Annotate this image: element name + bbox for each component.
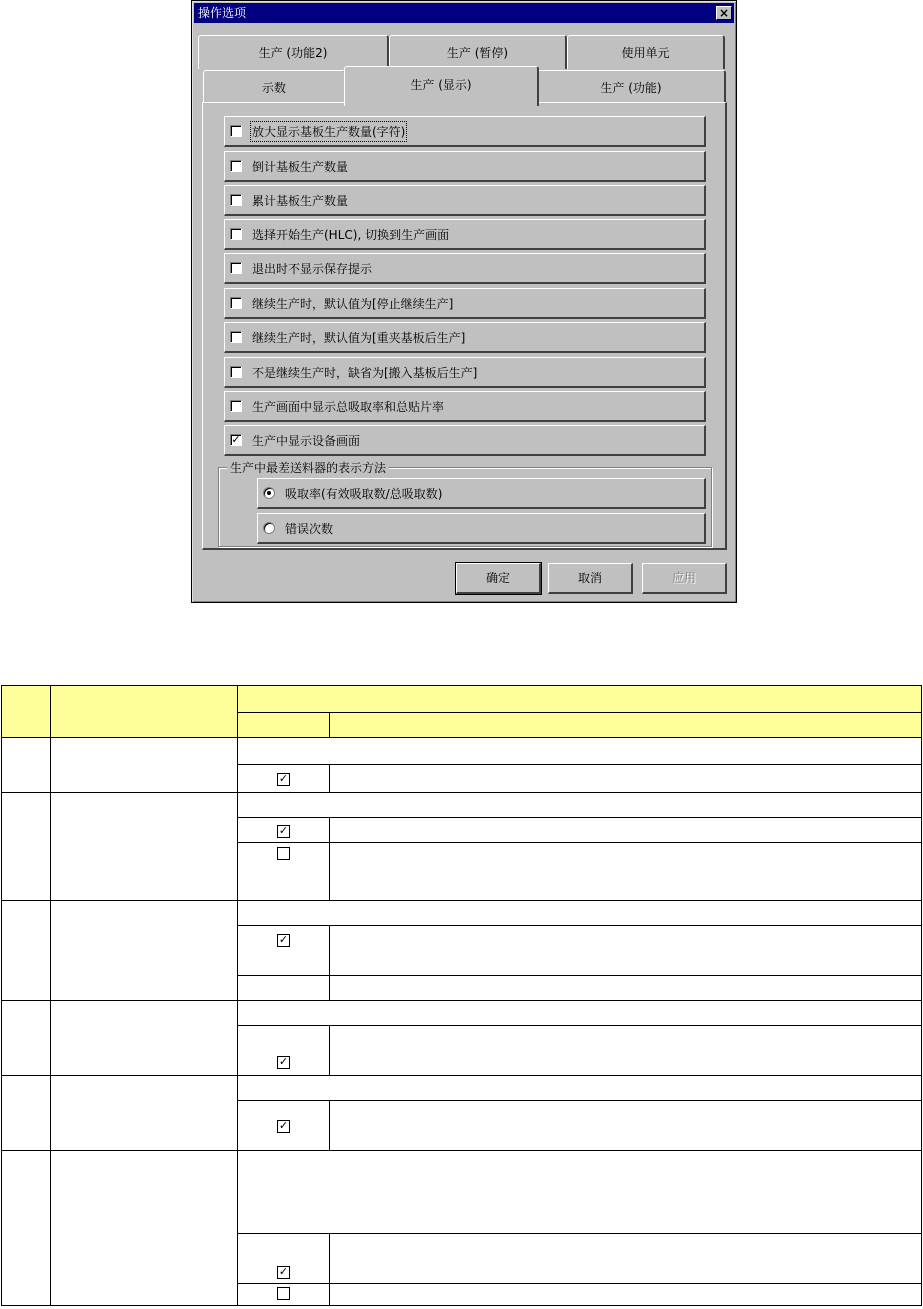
mark-cell	[238, 765, 330, 793]
radio-error-count[interactable]	[257, 513, 706, 544]
row-no-cell	[2, 738, 51, 793]
tab-label: 生产 (功能2)	[258, 46, 328, 60]
radio-selected[interactable]	[263, 487, 275, 499]
checkbox-empty-icon	[277, 847, 290, 860]
close-icon: ×	[718, 6, 730, 20]
mark-cell	[238, 818, 330, 843]
desc-cell	[330, 818, 922, 843]
mark-cell	[238, 1026, 330, 1076]
tab-production-pause[interactable]	[389, 35, 567, 69]
row-item-cell	[51, 793, 238, 901]
checkbox[interactable]	[230, 228, 242, 240]
checkbox-checked-icon: ✓	[278, 1119, 289, 1132]
radio-label: 吸取率(有效吸取数/总吸取数)	[285, 487, 443, 501]
header-mark	[238, 713, 330, 738]
option-switch-to-production[interactable]	[224, 219, 706, 250]
radio-pick-rate[interactable]	[257, 478, 706, 509]
tab-label: 生产 (功能)	[600, 81, 662, 95]
row-no-cell	[2, 1076, 51, 1151]
option-label: 退出时不显示保存提示	[252, 262, 373, 276]
option-continue-stop[interactable]	[224, 288, 706, 319]
row-item-cell	[51, 1151, 238, 1306]
header-description	[330, 713, 922, 738]
row-item-cell	[51, 1076, 238, 1151]
mark-cell	[238, 1234, 330, 1284]
checkbox-checked-icon: ✓	[278, 933, 289, 946]
tab-production-display[interactable]	[344, 66, 539, 106]
option-show-equipment[interactable]	[224, 425, 706, 456]
tab-production-function[interactable]	[537, 70, 726, 103]
option-continue-reclamp[interactable]	[224, 322, 706, 353]
header-setting	[238, 686, 922, 713]
option-label: 选择开始生产(HLC), 切换到生产画面	[252, 228, 450, 242]
desc-cell	[330, 843, 922, 901]
mark-cell	[238, 843, 330, 901]
apply-button[interactable]: 应用	[642, 563, 727, 594]
tab-label: 使用单元	[621, 46, 670, 60]
header-no	[2, 686, 51, 738]
checkbox[interactable]	[230, 331, 242, 343]
row-summary-cell	[238, 1076, 922, 1101]
option-label: 继续生产时，默认值为[重夹基板后生产]	[252, 331, 466, 345]
checkbox[interactable]	[230, 125, 242, 137]
desc-cell	[330, 926, 922, 976]
radio-unselected[interactable]	[263, 522, 275, 534]
tab-label: 生产 (暂停)	[446, 46, 509, 60]
tab-use-unit[interactable]	[567, 35, 725, 69]
option-enlarge-count[interactable]	[224, 116, 706, 147]
mark-cell	[238, 1101, 330, 1151]
dialog-title: 操作选项	[198, 6, 247, 20]
checkbox[interactable]	[230, 262, 242, 274]
checkbox[interactable]	[230, 160, 242, 172]
checkbox[interactable]	[230, 366, 242, 378]
option-label: 继续生产时，默认值为[停止继续生产]	[252, 297, 454, 311]
checkbox[interactable]	[230, 194, 242, 206]
option-label: 倒计基板生产数量	[252, 160, 349, 174]
option-label: 不是继续生产时，缺省为[搬入基板后生产]	[252, 366, 478, 380]
mark-cell	[238, 926, 330, 976]
desc-cell	[330, 1101, 922, 1151]
row-summary-cell	[238, 1151, 922, 1234]
row-summary-cell	[238, 738, 922, 765]
title-bar	[194, 3, 734, 23]
group-title: 生产中最差送料器的表示方法	[227, 459, 389, 476]
row-summary-cell	[238, 793, 922, 818]
checkbox-checked-icon: ✓	[278, 1265, 289, 1278]
mark-cell	[238, 1284, 330, 1306]
row-item-cell	[51, 901, 238, 1001]
settings-table	[1, 685, 922, 1306]
row-no-cell	[2, 1151, 51, 1306]
checkbox-checked-icon: ✓	[278, 823, 289, 837]
desc-cell	[330, 765, 922, 793]
row-summary-cell	[238, 901, 922, 926]
option-label: 生产画面中显示总吸取率和总贴片率	[252, 400, 445, 414]
checkbox-checked[interactable]: ✓	[231, 433, 241, 446]
close-button[interactable]	[716, 6, 732, 20]
row-no-cell	[2, 901, 51, 1001]
option-label: 生产中显示设备画面	[252, 434, 361, 448]
row-item-cell	[51, 1001, 238, 1076]
row-no-cell	[2, 1001, 51, 1076]
desc-cell	[330, 1234, 922, 1284]
option-countdown[interactable]	[224, 151, 706, 182]
option-show-rates[interactable]	[224, 391, 706, 422]
checkbox[interactable]	[230, 297, 242, 309]
radio-label: 错误次数	[285, 522, 334, 536]
ok-button[interactable]: 确定	[456, 563, 541, 594]
row-no-cell	[2, 793, 51, 901]
checkbox-checked-icon: ✓	[278, 772, 289, 785]
row-summary-cell	[238, 1001, 922, 1026]
desc-cell	[330, 1284, 922, 1306]
checkbox-empty-icon	[277, 1287, 290, 1300]
tab-label: 示数	[261, 81, 286, 95]
tab-production-function2[interactable]	[198, 35, 389, 69]
row-item-cell	[51, 738, 238, 793]
option-not-continue[interactable]	[224, 357, 706, 388]
option-cumulative[interactable]	[224, 185, 706, 216]
checkbox-checked-icon: ✓	[278, 1055, 289, 1068]
mark-cell	[238, 976, 330, 1001]
desc-cell	[330, 976, 922, 1001]
tab-label: 生产 (显示)	[410, 78, 472, 92]
tab-display-count[interactable]	[203, 70, 346, 103]
header-item	[51, 686, 238, 738]
cancel-button[interactable]: 取消	[548, 563, 633, 594]
checkbox[interactable]	[230, 400, 242, 412]
desc-cell	[330, 1026, 922, 1076]
option-label: 放大显示基板生产数量(字符)	[252, 125, 406, 139]
option-no-save-prompt[interactable]	[224, 253, 706, 284]
option-label: 累计基板生产数量	[252, 194, 349, 208]
